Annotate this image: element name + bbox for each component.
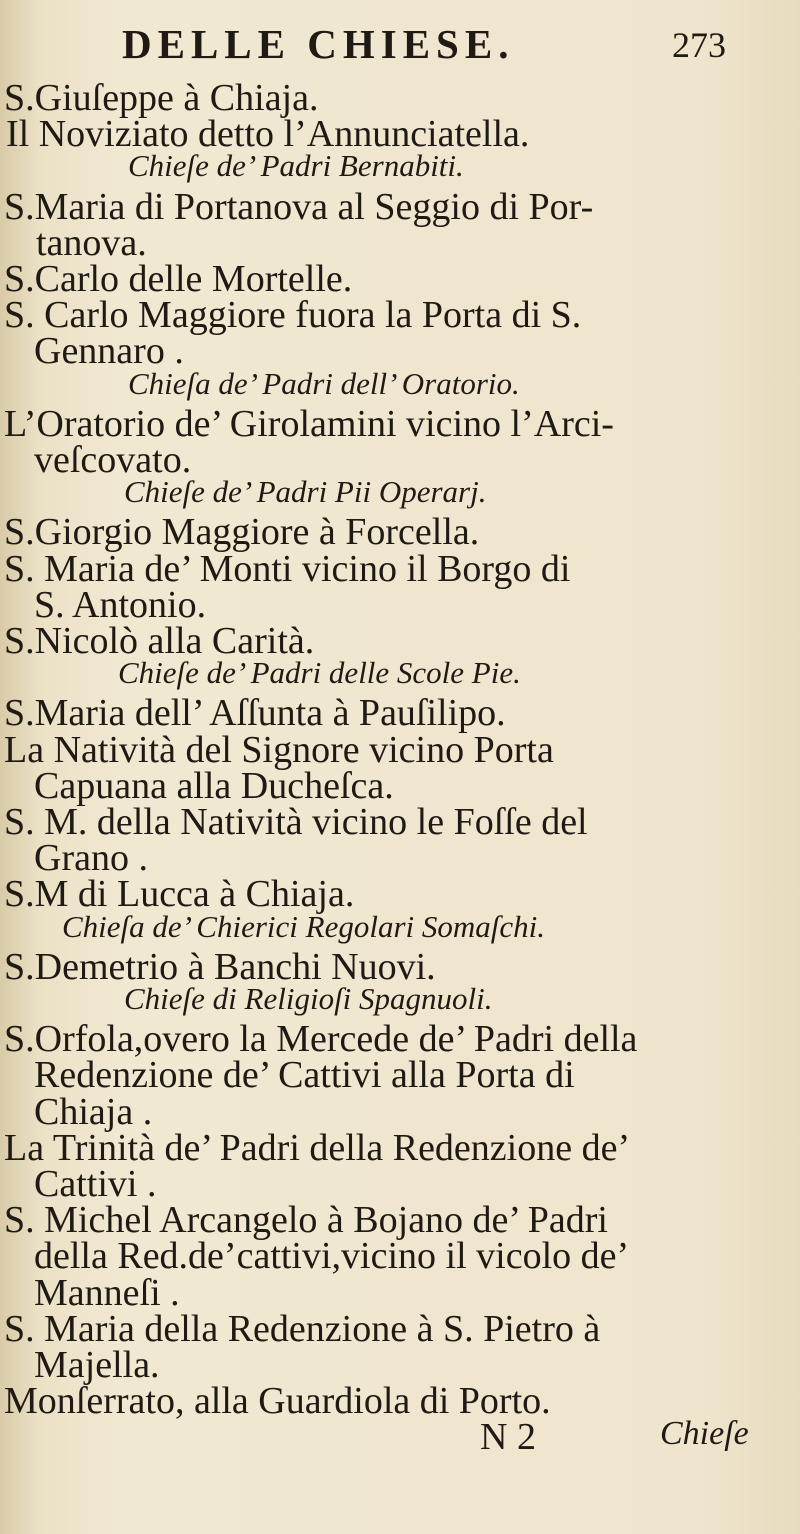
catchword: Chieſe [660, 1415, 749, 1453]
entry-line: Cattivi . [34, 1163, 157, 1205]
entry-line: Monſerrato, alla Guardiola di Porto. [4, 1380, 551, 1423]
section-heading: Chieſe de’ Padri Bernabiti. [128, 148, 464, 184]
entry-line: S.Demetrio à Banchi Nuovi. [4, 945, 436, 988]
entry-line: S.Orfola,overo la Mercede de’ Padri della [4, 1018, 638, 1061]
entry-line: S. Maria della Redenzione à S. Pietro à [4, 1307, 601, 1350]
entry-line: tanova. [36, 221, 147, 264]
entry-line: S. Carlo Maggiore fuora la Porta di S. [4, 294, 582, 337]
entry-line: Il Noviziato detto l’Annunciatella. [6, 113, 530, 156]
running-title: DELLE CHIESE. [122, 21, 515, 67]
page-number: 273 [672, 25, 726, 65]
section-heading: Chieſe de’ Padri Pii Operarj. [124, 474, 487, 510]
entry-line: S.Nicolò alla Carità. [4, 620, 315, 662]
entry-line: S.Carlo delle Mortelle. [4, 258, 353, 300]
entry-line: S.Giorgio Maggiore à Forcella. [4, 511, 480, 554]
entry-line: S.Maria dell’ Aſſunta à Pauſilipo. [4, 692, 506, 735]
section-heading: Chieſa de’ Chierici Regolari Somaſchi. [62, 908, 546, 944]
entry-line: Capuana alla Ducheſca. [34, 764, 394, 807]
entry-line: S. Michel Arcangelo à Bojano de’ Padri [4, 1199, 608, 1242]
entry-line: Majella. [34, 1344, 160, 1386]
section-heading: Chieſe de’ Padri delle Scole Pie. [118, 655, 521, 691]
entry-line: Manneſi . [34, 1271, 180, 1314]
entry-line: L’Oratorio de’ Girolamini vicino l’Arci- [4, 402, 614, 445]
entry-line: S.Maria di Portanova al Seggio di Por- [4, 185, 594, 228]
signature-mark: N 2 [480, 1416, 536, 1459]
entry-line: La Trinità de’ Padri della Redenzione de’ [4, 1126, 631, 1169]
entry-line: della Red.de’cattivi,vicino il vicolo de’ [34, 1235, 630, 1278]
section-heading: Chieſa de’ Padri dell’ Oratorio. [128, 365, 520, 401]
entry-line: Redenzione de’ Cattivi alla Porta di [34, 1054, 575, 1097]
entry-line: Chiaja . [34, 1090, 153, 1133]
section-heading: Chieſe di Religioſi Spagnuoli. [124, 981, 493, 1016]
entry-line: S. M. della Natività vicino le Foſſe del [4, 801, 588, 843]
entry-line: La Natività del Signore vicino Porta [4, 728, 554, 771]
entry-line: veſcovato. [34, 439, 192, 481]
entry-line: S.M di Lucca à Chiaja. [4, 873, 355, 916]
entry-line: Grano . [34, 837, 148, 880]
entry-line: S.Giuſeppe à Chiaja. [4, 77, 319, 119]
page-header [0, 20, 800, 80]
entry-line: Gennaro . [34, 330, 184, 373]
entry-line: S. Maria de’ Monti vicino il Borgo di [4, 547, 571, 590]
entry-line: S. Antonio. [34, 583, 207, 626]
